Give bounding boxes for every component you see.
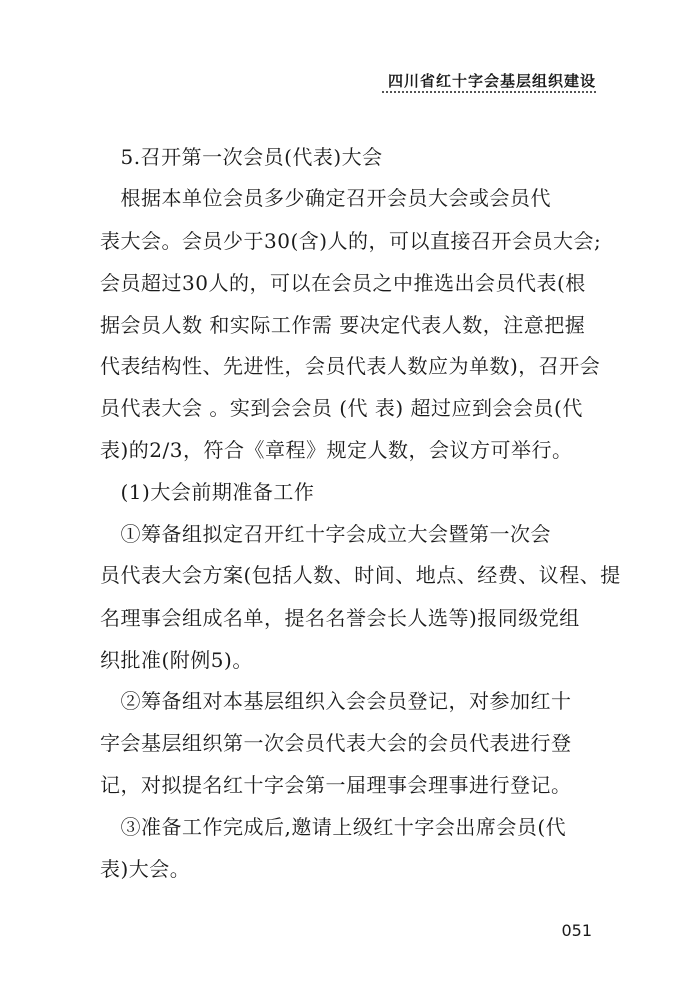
text-line: 员代表大会方案(包括人数、时间、地点、经费、议程、提 (100, 563, 621, 587)
text-line: 表)大会。 (100, 857, 191, 881)
text-line: 根据本单位会员多少确定召开会员大会或会员代 (100, 186, 551, 210)
text-line: 会员超过30人的，可以在会员之中推选出会员代表(根 (100, 271, 586, 295)
running-header: 四川省红十字会基层组织建设 (387, 72, 596, 90)
text-line: 名理事会组成名单，提名名誉会长人选等)报同级党组 (100, 606, 580, 630)
text-line: 织批准(附例5)。 (100, 648, 253, 672)
text-line: (1)大会前期准备工作 (100, 480, 315, 504)
text-line: 代表结构性、先进性，会员代表人数应为单数)，召开会 (100, 354, 601, 378)
text-line: 据会员人数 和实际工作需 要决定代表人数，注意把握 (100, 313, 586, 337)
header-divider (382, 91, 596, 93)
text-line: 5.召开第一次会员(代表)大会 (100, 145, 383, 169)
text-line: 记，对拟提名红十字会第一届理事会理事进行登记。 (100, 773, 572, 797)
page-number: 051 (561, 921, 592, 940)
text-line: 字会基层组织第一次会员代表大会的会员代表进行登 (100, 731, 572, 755)
text-line: 表)的2/3，符合《章程》规定人数，会议方可举行。 (100, 438, 573, 462)
text-line: ②筹备组对本基层组织入会会员登记，对参加红十 (100, 689, 572, 713)
text-line: ③准备工作完成后,邀请上级红十字会出席会员(代 (100, 815, 567, 839)
text-line: 表大会。会员少于30(含)人的，可以直接召开会员大会; (100, 229, 602, 253)
text-line: 员代表大会 。实到会会员 (代 表) 超过应到会会员(代 (100, 396, 583, 420)
text-line: ①筹备组拟定召开红十字会成立大会暨第一次会 (100, 522, 551, 546)
